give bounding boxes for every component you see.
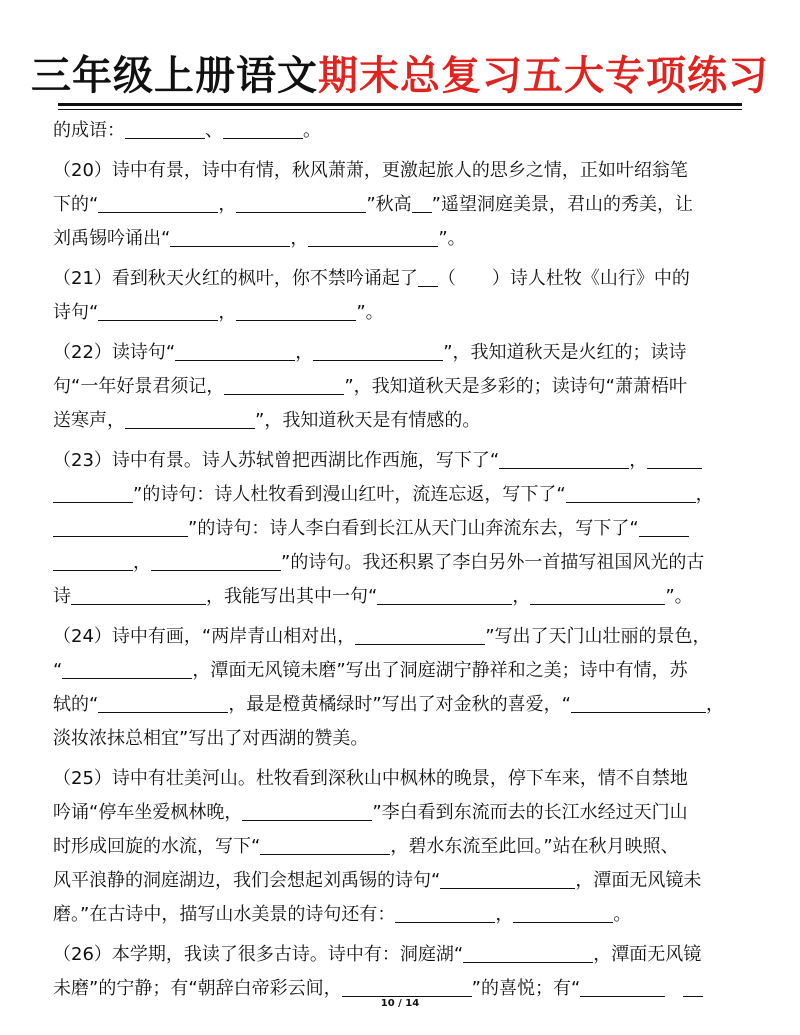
answer-blank[interactable] — [125, 116, 205, 139]
text-segment: ，我能写出其中一句“ — [206, 586, 378, 607]
text-segment: 、 — [205, 120, 223, 141]
answer-blank[interactable] — [530, 582, 665, 605]
text-line — [53, 262, 753, 296]
text-segment: ”的诗句。我还积累了李白另外一首描写祖国风光的古 — [281, 552, 705, 573]
title-rule-thin — [58, 109, 742, 110]
title-red-part: 期末总复习五大专项练习 — [318, 53, 769, 99]
answer-blank[interactable] — [513, 900, 613, 923]
text-line — [53, 898, 753, 932]
text-segment: 风平浪静的洞庭湖边，我们会想起刘禹锡的诗句“ — [53, 870, 441, 891]
text-segment: ”写出了天门山壮丽的景色， — [485, 626, 711, 647]
text-line — [53, 688, 753, 722]
answer-blank[interactable] — [62, 656, 192, 679]
text-segment: 下的“ — [53, 194, 99, 215]
answer-blank[interactable] — [355, 622, 485, 645]
text-segment: （24）诗中有画，“两岸青山相对出， — [53, 626, 356, 647]
answer-blank[interactable] — [395, 900, 495, 923]
text-line — [53, 722, 753, 756]
answer-blank[interactable] — [418, 264, 438, 287]
text-segment: ， — [695, 484, 714, 505]
text-segment: ， — [218, 194, 237, 215]
text-segment: （20）诗中有景，诗中有情，秋风萧萧，更激起旅人的思乡之情，正如叶绍翁笔 — [53, 160, 688, 181]
text-segment: ，碧水东流至此回。”站在秋月映照、 — [390, 836, 679, 857]
text-segment: （22）读诗句“ — [53, 342, 176, 363]
text-line — [53, 296, 753, 330]
title-black-part: 三年级上册语文 — [31, 53, 318, 99]
text-line — [53, 864, 753, 898]
answer-blank[interactable] — [175, 338, 295, 361]
text-line — [53, 478, 753, 512]
answer-blank[interactable] — [98, 298, 218, 321]
text-line — [53, 444, 753, 478]
answer-blank[interactable] — [342, 974, 472, 997]
text-segment: 未磨”的宁静；有“朝辞白帝彩云间， — [53, 978, 342, 999]
text-segment: ，潭面无风镜 — [593, 944, 702, 965]
answer-blank[interactable] — [580, 974, 665, 997]
text-segment: 的成语： — [53, 120, 125, 141]
answer-blank[interactable] — [98, 690, 228, 713]
answer-blank[interactable] — [440, 866, 575, 889]
answer-blank[interactable] — [223, 116, 303, 139]
answer-blank[interactable] — [412, 190, 432, 213]
text-line — [53, 762, 753, 796]
text-segment: 送寒声， — [53, 410, 125, 431]
text-segment: ”李白看到东流而去的长江水经过天门山 — [372, 802, 688, 823]
answer-blank[interactable] — [566, 480, 696, 503]
text-segment: ，潭面无风镜未磨”写出了洞庭湖宁静祥和之美；诗中有情，苏 — [192, 660, 688, 681]
answer-blank[interactable] — [639, 514, 689, 537]
text-line — [53, 336, 753, 370]
text-segment: 句“一年好景君须记， — [53, 376, 225, 397]
answer-blank[interactable] — [125, 406, 255, 429]
answer-blank[interactable] — [170, 224, 290, 247]
title-rule-thick — [58, 103, 742, 106]
answer-blank[interactable] — [683, 974, 703, 997]
text-segment: ”的诗句：诗人杜牧看到漫山红叶，流连忘返，写下了“ — [133, 484, 566, 505]
text-segment: ”。 — [356, 302, 384, 323]
text-segment: ”，我知道秋天是火红的；读诗 — [443, 342, 687, 363]
text-segment: ”，我知道秋天是多彩的；读诗句“萧萧梧叶 — [344, 376, 687, 397]
text-segment: 诗 — [53, 586, 71, 607]
answer-blank[interactable] — [224, 372, 344, 395]
text-segment: 磨。”在古诗中，描写山水美景的诗句还有： — [53, 904, 396, 925]
text-segment: ， — [295, 342, 314, 363]
answer-blank[interactable] — [308, 224, 438, 247]
answer-blank[interactable] — [499, 446, 629, 469]
text-line — [53, 404, 753, 438]
answer-blank[interactable] — [71, 582, 206, 605]
text-segment: ，最是橙黄橘绿时”写出了对金秋的喜爱，“ — [228, 694, 571, 715]
text-line — [53, 512, 753, 546]
text-line — [53, 114, 753, 148]
text-segment: 刘禹锡吟诵出“ — [53, 228, 171, 249]
text-segment: ， — [629, 450, 648, 471]
answer-blank[interactable] — [313, 338, 443, 361]
text-segment: ”。 — [665, 586, 693, 607]
text-segment: ”。 — [438, 228, 466, 249]
text-line — [53, 620, 753, 654]
answer-blank[interactable] — [53, 514, 188, 537]
text-line — [53, 796, 753, 830]
answer-blank[interactable] — [53, 480, 133, 503]
text-segment: （21）看到秋天火红的枫叶，你不禁吟诵起了 — [53, 268, 418, 289]
answer-blank[interactable] — [377, 582, 512, 605]
text-segment: 吟诵“停车坐爱枫林晚， — [53, 802, 243, 823]
text-segment: ”，我知道秋天是有情感的。 — [255, 410, 481, 431]
text-segment: （23）诗中有景。诗人苏轼曾把西湖比作西施，写下了“ — [53, 450, 500, 471]
text-segment: 轼的“ — [53, 694, 99, 715]
answer-blank[interactable] — [151, 548, 281, 571]
text-segment — [665, 978, 683, 999]
text-segment: ”秋高 — [366, 194, 412, 215]
text-segment: ”的诗句：诗人李白看到长江从天门山奔流东去，写下了“ — [188, 518, 639, 539]
text-line — [53, 580, 753, 614]
answer-blank[interactable] — [647, 446, 702, 469]
text-line — [53, 188, 753, 222]
text-segment: ， — [705, 694, 724, 715]
text-segment: ”的喜悦；有“ — [471, 978, 581, 999]
text-segment: （ ）诗人杜牧《山行》中的 — [437, 268, 690, 289]
text-line — [53, 546, 753, 580]
answer-blank[interactable] — [98, 190, 218, 213]
text-segment: 诗句“ — [53, 302, 99, 323]
text-segment: （26）本学期，我读了很多古诗。诗中有：洞庭湖“ — [53, 944, 464, 965]
text-line — [53, 654, 753, 688]
text-segment: 淡妆浓抹总相宜”写出了对西湖的赞美。 — [53, 728, 369, 749]
text-segment: ， — [218, 302, 237, 323]
text-segment: 时形成回旋的水流，写下“ — [53, 836, 261, 857]
answer-blank[interactable] — [260, 832, 390, 855]
text-line — [53, 830, 753, 864]
text-line — [53, 222, 753, 256]
text-line — [53, 938, 753, 972]
text-segment: ， — [512, 586, 531, 607]
text-line — [53, 154, 753, 188]
answer-blank[interactable] — [571, 690, 706, 713]
text-segment: “ — [53, 660, 63, 681]
text-segment: ”遥望洞庭美景，君山的秀美，让 — [431, 194, 693, 215]
text-segment: ， — [133, 552, 151, 573]
answer-blank[interactable] — [463, 940, 593, 963]
answer-blank[interactable] — [53, 548, 133, 571]
text-segment: （25）诗中有壮美河山。杜牧看到深秋山中枫林的晚景，停下车来，情不自禁地 — [53, 768, 688, 789]
text-segment: ， — [495, 904, 514, 925]
text-line — [53, 370, 753, 404]
answer-blank[interactable] — [236, 298, 356, 321]
text-segment: 。 — [613, 904, 632, 925]
answer-blank[interactable] — [242, 798, 372, 821]
answer-blank[interactable] — [236, 190, 366, 213]
text-segment: ， — [290, 228, 309, 249]
page-number: 10 / 14 — [380, 998, 420, 1009]
page-title — [0, 48, 800, 104]
text-segment: ，潭面无风镜未 — [575, 870, 702, 891]
text-segment: 。 — [303, 120, 321, 141]
worksheet-content — [53, 114, 753, 1006]
